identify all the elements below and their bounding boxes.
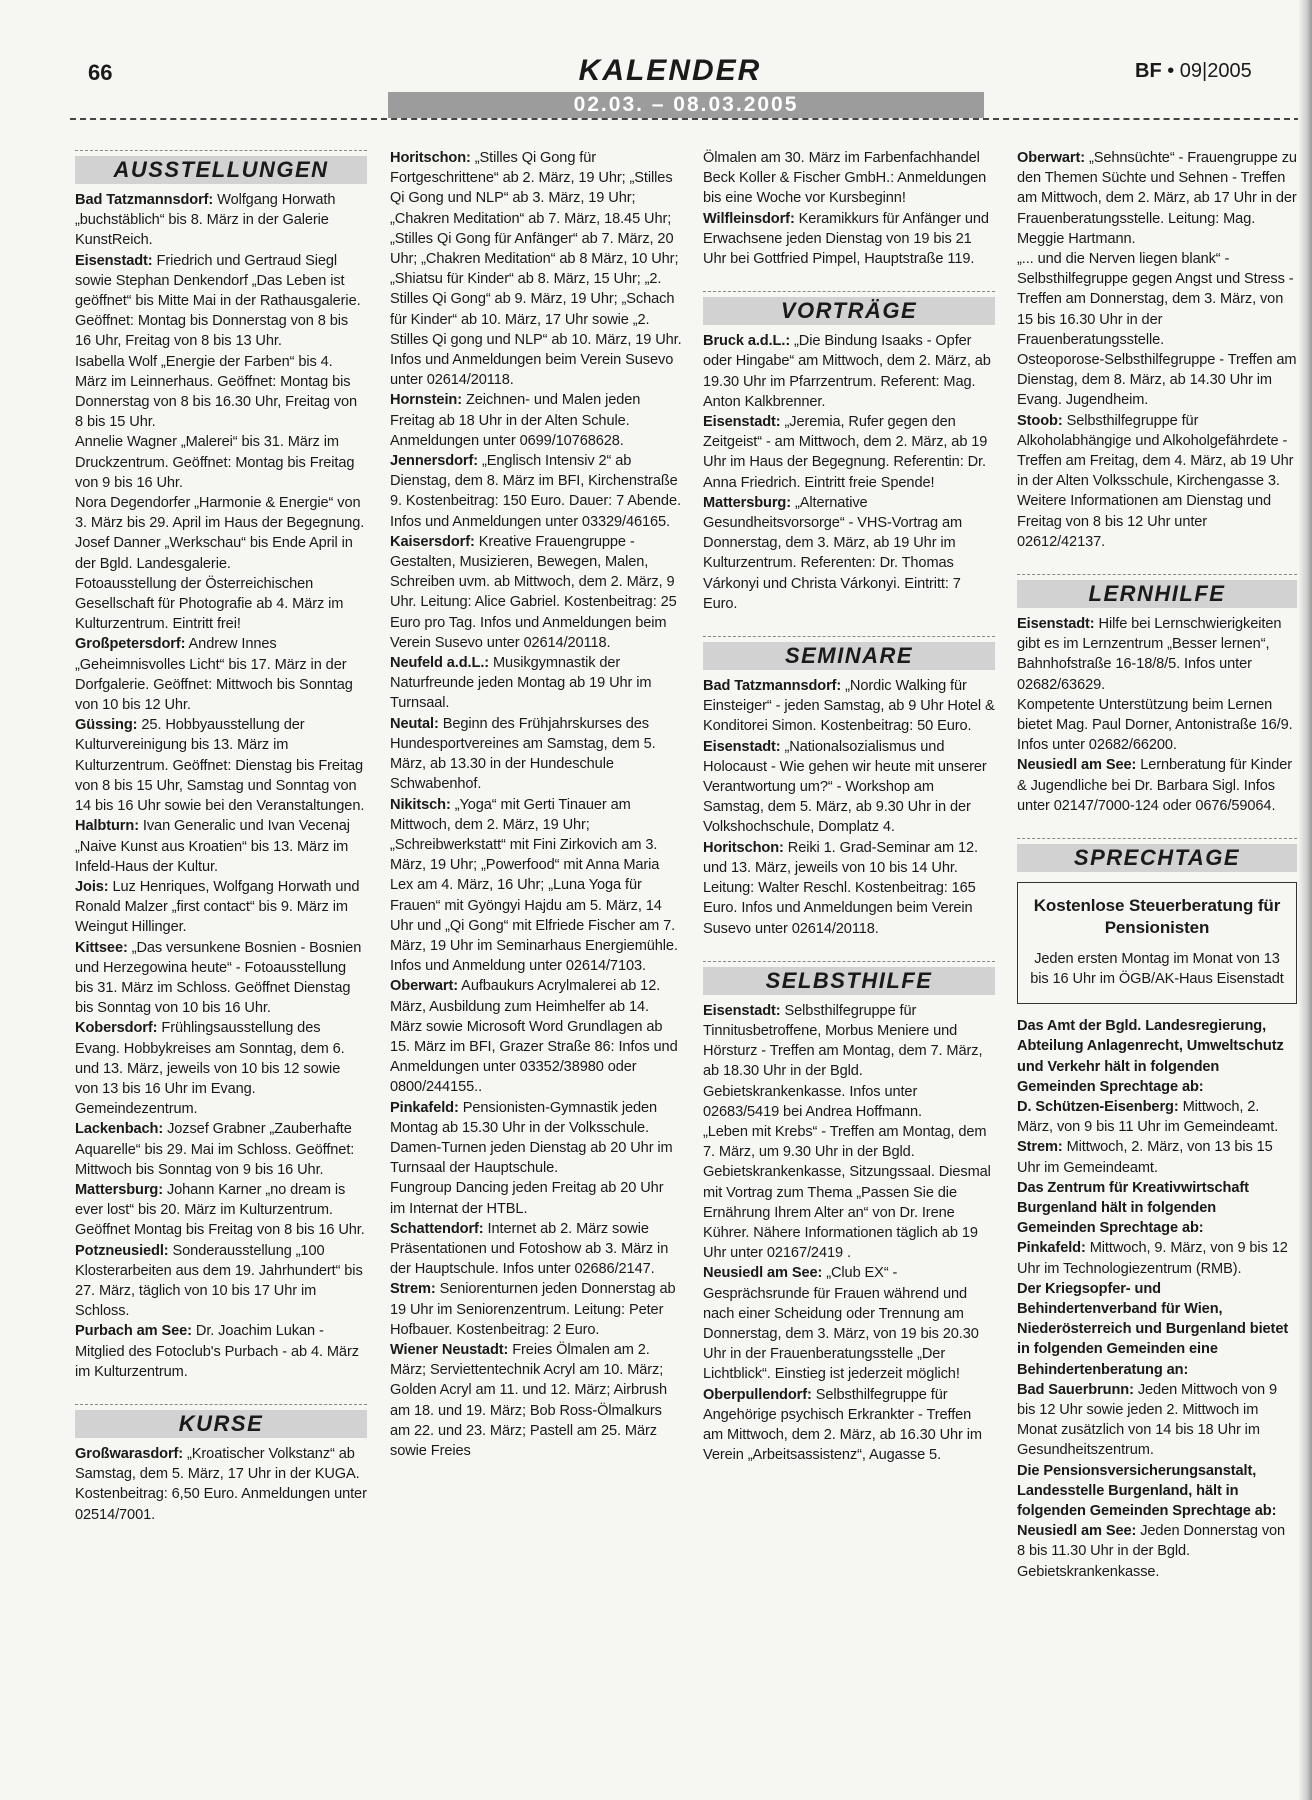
entry-place: Neusiedl am See: — [703, 1265, 823, 1282]
magazine-name: BF — [1135, 60, 1162, 82]
section-title: KALENDER — [578, 54, 762, 87]
entry-text: „Yoga“ mit Gerti Tinauer am Mittwoch, dem 2. März, 19 Uhr; „Schreibwerkstatt“ mit Fini Zirkovich am 3. März, 19 Uhr; „Powerfood“ mit Anna Maria Lex am 4. März, 16 Uhr; „Luna Yoga für Frauen“ mit Gyöngyi Hajdu am 5. März, 14 Uhr und „Qi Gong“ mit Elfriede Fischer am 7. März, 19 Uhr im Seminarhaus Energiemühle. Infos und Anmeldung unter 02614/7103. — [390, 796, 678, 975]
entry-place: Potzneusiedl: — [75, 1242, 169, 1259]
entry-place: Stoob: — [1017, 412, 1063, 429]
magazine-issue — [1135, 60, 1252, 83]
entry-place: Kaisersdorf: — [390, 533, 475, 550]
calendar-entry — [75, 574, 367, 635]
entry-text: Osteoporose-Selbsthilfegruppe - Treffen am Dienstag, dem 8. März, ab 14.30 Uhr im Evang. Jugendheim. — [1017, 352, 1297, 409]
calendar-entry — [1017, 695, 1297, 756]
entry-text: Josef Danner „Werkschau“ bis Ende April in der Bgld. Landesgalerie. — [75, 535, 353, 572]
calendar-entry — [1017, 755, 1297, 816]
calendar-entry — [390, 1340, 682, 1461]
entry-place: Strem: — [390, 1281, 436, 1298]
page-edge-shadow — [1298, 0, 1312, 1800]
calendar-entry — [703, 331, 995, 412]
entry-text: Kreative Frauengruppe - Gestalten, Musizieren, Bewegen, Malen, Schreiben uvm. ab Mittwoch, dem 2. März, 9 Uhr. Leitung: Alice Gabriel. Kostenbeitrag: 25 Euro pro Tag. Infos und Anmeldungen beim Verein Susevo unter 02614/20118. — [390, 533, 677, 651]
entry-place: Großpetersdorf: — [75, 636, 186, 653]
calendar-entry — [1017, 148, 1297, 249]
entry-place: Oberpullendorf: — [703, 1386, 812, 1403]
entry-place: Schattendorf: — [390, 1220, 484, 1237]
list-sprechtage-3 — [1017, 1380, 1297, 1461]
calendar-entry — [390, 976, 682, 1097]
entry-place: Großwarasdorf: — [75, 1445, 184, 1462]
entry-text: Freies Ölmalen am 2. März; Serviettentechnik Acryl am 10. März; Golden Acryl am 11. und 12. März; Airbrush am 18. und 19. März; Bob Ross-Ölmalkurs am 22. und 23. März; Pastell am 25. März sowie Freies — [390, 1341, 667, 1459]
entry-place: Mattersburg: — [75, 1181, 163, 1198]
entry-place: Jennersdorf: — [390, 453, 479, 470]
header-divider — [70, 118, 1300, 120]
entry-place: Eisenstadt: — [703, 738, 781, 755]
entry-place: Strem: — [1017, 1139, 1063, 1156]
entry-place: Eisenstadt: — [1017, 616, 1095, 633]
list-vortraege — [703, 331, 995, 614]
calendar-entry — [1017, 1238, 1297, 1278]
page-number: 66 — [88, 60, 113, 85]
calendar-entry — [75, 352, 367, 433]
calendar-entry — [75, 1321, 367, 1382]
calendar-entry — [703, 412, 995, 493]
heading-seminare: SEMINARE — [703, 634, 995, 670]
entry-text: Zeichnen- und Malen jeden Freitag ab 18 Uhr in der Alten Schule. Anmeldungen unter 0699/10768628. — [390, 392, 641, 449]
entry-place: Pinkafeld: — [390, 1099, 459, 1116]
calendar-entry — [390, 1178, 682, 1218]
calendar-entry — [75, 533, 367, 573]
entry-place: Oberwart: — [1017, 150, 1086, 166]
entry-place: Nikitsch: — [390, 796, 451, 813]
calendar-entry — [390, 795, 682, 977]
entry-text: Mittwoch, 2. März, von 13 bis 15 Uhr im Gemeindeamt. — [1017, 1139, 1273, 1176]
entry-text: Sonderausstellung „100 Klosterarbeiten aus dem 19. Jahrhundert“ bis 27. März, täglich von 10 bis 17 Uhr im Schloss. — [75, 1242, 363, 1320]
calendar-entry — [703, 1001, 995, 1122]
entry-place: Wilfleinsdorf: — [703, 210, 795, 227]
entry-text: Pensionisten-Gymnastik jeden Montag ab 15.30 Uhr in der Volksschule. — [390, 1099, 658, 1136]
entry-place: Horitschon: — [703, 839, 784, 856]
entry-text: Aufbaukurs Acrylmalerei ab 12. März, Ausbildung zum Heimhelfer ab 14. März sowie Microsoft Word Grundlagen ab 15. März im BFI, Grazer Straße 86: Infos und Anmeldungen unter 03352/38980 oder 0800/244155.. — [390, 978, 678, 1096]
entry-text: Johann Karner „no dream is ever lost“ bis 20. März im Kulturzentrum. Geöffnet Montag bis Freitag von 8 bis 16 Uhr. — [75, 1181, 365, 1239]
calendar-entry — [75, 493, 367, 533]
entry-text: Selbsthilfegruppe für Angehörige psychisch Erkrankter - Treffen am Mittwoch, dem 2. März, ab 16.30 Uhr im Verein „Arbeitsassistenz“, Augasse 5. — [703, 1386, 982, 1464]
list-sprechtage-2 — [1017, 1238, 1297, 1278]
heading-ausstellungen: AUSSTELLUNGEN — [75, 148, 367, 184]
entry-place: Eisenstadt: — [703, 1002, 781, 1019]
calendar-entry — [75, 816, 367, 877]
calendar-entry — [75, 634, 367, 715]
calendar-entry — [703, 148, 995, 209]
heading-lernhilfe: LERNHILFE — [1017, 572, 1297, 608]
entry-place: Pinkafeld: — [1017, 1240, 1086, 1257]
column-2 — [390, 148, 682, 1461]
entry-text: Ivan Generalic und Ivan Vecenaj „Naive Kunst aus Kroatien“ bis 13. März im Infeld-Haus der Kultur. — [75, 818, 350, 875]
calendar-entry — [703, 737, 995, 838]
calendar-entry — [703, 1122, 995, 1263]
entry-text: Fotoausstellung der Österreichischen Gesellschaft für Photografie ab 4. März im Kulturzentrum. Eintritt frei! — [75, 575, 344, 633]
entry-text: Selbsthilfegruppe für Tinnitusbetroffene, Morbus Meniere und Hörsturz - Treffen am Montag, dem 7. März, ab 18.30 Uhr in der Bgld. Gebietskrankenkasse. Infos unter 02683/5419 bei Andrea Hoffmann. — [703, 1002, 983, 1120]
entry-place: D. Schützen-Eisenberg: — [1017, 1098, 1179, 1115]
entry-place: Kittsee: — [75, 939, 128, 956]
calendar-entry — [703, 493, 995, 614]
entry-place: Horitschon: — [390, 150, 471, 166]
entry-place: Lackenbach: — [75, 1121, 164, 1138]
calendar-entry — [703, 838, 995, 939]
entry-place: Eisenstadt: — [703, 414, 781, 431]
entry-place: Eisenstadt: — [75, 252, 153, 269]
entry-text: Musikgymnastik der Naturfreunde jeden Montag ab 19 Uhr im Turnsaal. — [390, 655, 652, 712]
list-seminare — [703, 676, 995, 939]
entry-place: Hornstein: — [390, 392, 462, 409]
entry-place: Bad Tatzmannsdorf: — [703, 678, 842, 695]
column-1 — [75, 148, 367, 1525]
list-selbsthilfe-continued — [1017, 148, 1297, 552]
entry-text: „Nationalsozialismus und Holocaust - Wie gehen wir heute mit unserer Verantwortung um?“ - Workshop am Samstag, dem 5. März, ab 9.30 Uhr in der Volkshochschule, Domplatz 4. — [703, 738, 987, 836]
list-kurse — [75, 1444, 367, 1525]
calendar-entry — [703, 1385, 995, 1466]
entry-text: „Sehnsüchte“ - Frauengruppe zu den Themen Süchte und Sehnen - Treffen am Mittwoch, dem 2. März, ab 17 Uhr in der Frauenberatungsstelle. Leitung: Mag. Meggie Hartmann. — [1017, 150, 1297, 247]
entry-text: „Englisch Intensiv 2“ ab Dienstag, dem 8. März im BFI, Kirchenstraße 9. Kostenbeitrag: 150 Euro. Dauer: 7 Abende. Infos und Anmeldungen unter 03329/46165. — [390, 453, 681, 530]
entry-place: Wiener Neustadt: — [390, 1341, 509, 1358]
info-box-text: Jeden ersten Montag im Monat von 13 bis 16 Uhr im ÖGB/AK-Haus Eisenstadt — [1030, 951, 1284, 988]
calendar-entry — [390, 390, 682, 451]
entry-text: Andrew Innes „Geheimnisvolles Licht“ bis 17. März in der Dorfgalerie. Geöffnet: Mittwoch bis Sonntag von 10 bis 12 Uhr. — [75, 636, 353, 714]
entry-text: Damen-Turnen jeden Dienstag ab 20 Uhr im Turnsaal der Hauptschule. — [390, 1139, 673, 1177]
calendar-entry — [390, 653, 682, 714]
entry-text: „Club EX“ - Gesprächsrunde für Frauen während und nach einer Scheidung oder Trennung am Donnerstag, dem 3. März, von 19 bis 20.30 Uhr in der Frauenberatungsstelle „Der Lichtblick“. Einstieg ist jederzeit möglich! — [703, 1265, 979, 1383]
entry-text: Fungroup Dancing jeden Freitag ab 20 Uhr im Internat der HTBL. — [390, 1180, 664, 1217]
entry-place: Halbturn: — [75, 818, 139, 835]
calendar-entry — [75, 877, 367, 938]
sprechtage-intro-4: Die Pensionsversicherungsanstalt, Landesstelle Burgenland, hält in folgenden Gemeinden Sprechtage ab: — [1017, 1462, 1277, 1519]
sprechtage-intro-3: Der Kriegsopfer- und Behindertenverband für Wien, Niederösterreich und Burgenland bietet in folgenden Gemeinden eine Behindertenberatung an: — [1017, 1280, 1289, 1378]
entry-text: Ölmalen am 30. März im Farbenfachhandel Beck Koller & Fischer GmbH.: Anmeldungen bis eine Woche vor Kursbeginn! — [703, 150, 987, 207]
calendar-entry — [390, 1279, 682, 1340]
calendar-entry — [75, 1241, 367, 1322]
entry-text: Luz Henriques, Wolfgang Horwath und Ronald Malzer „first contact“ bis 9. März im Weingut Hillinger. — [75, 878, 360, 936]
entry-text: „Alternative Gesundheitsvorsorge“ - VHS-Vortrag am Donnerstag, dem 3. März, ab 19 Uhr im Kulturzentrum. Referenten: Dr. Thomas Várkonyi und Christa Várkonyi. Eintritt: 7 Euro. — [703, 494, 963, 612]
calendar-entry — [390, 714, 682, 795]
heading-vortraege: VORTRÄGE — [703, 289, 995, 325]
entry-place: Oberwart: — [390, 978, 459, 995]
entry-text: Frühlingsausstellung des Evang. Hobbykreises am Sonntag, dem 6. und 13. März, jeweils von 10 bis 12 sowie von 13 bis 16 Uhr im Evang. Gemeindezentrum. — [75, 1020, 345, 1118]
info-box-heading: Kostenlose Steuerberatung für Pensionisten — [1033, 896, 1281, 938]
calendar-entry — [1017, 411, 1297, 552]
entry-text: Mittwoch, 2. März, von 9 bis 11 Uhr im Gemeindeamt. — [1017, 1098, 1279, 1136]
calendar-entry — [390, 451, 682, 532]
calendar-entry — [703, 209, 995, 270]
calendar-entry — [390, 148, 682, 390]
calendar-entry — [1017, 1521, 1297, 1582]
entry-text: Friedrich und Gertraud Siegl sowie Stephan Denkendorf „Das Leben ist geöffnet“ bis Mitte Mai in der Rathausgalerie. Geöffnet: Montag bis Donnerstag von 8 bis 16 Uhr, Freitag von 8 bis 13 Uhr. — [75, 252, 361, 350]
entry-place: Güssing: — [75, 717, 138, 734]
entry-place: Neusiedl am See: — [1017, 1523, 1137, 1540]
calendar-entry — [390, 532, 682, 653]
info-box-steuerberatung — [1017, 882, 1297, 1004]
entry-text: Mittwoch, 9. März, von 9 bis 12 Uhr im Technologiezentrum (RMB). — [1017, 1240, 1288, 1277]
entry-place: Neutal: — [390, 715, 439, 732]
issue-number: • 09|2005 — [1167, 60, 1252, 82]
column-4 — [1017, 148, 1297, 1582]
calendar-entry — [75, 1018, 367, 1119]
list-sprechtage-1 — [1017, 1097, 1297, 1178]
entry-text: „Die Bindung Isaaks - Opfer oder Hingabe“ am Mittwoch, dem 2. März, ab 19.30 Uhr im Pfarrzentrum. Referent: Mag. Anton Kalkbrenner. — [703, 333, 991, 410]
calendar-entry — [1017, 249, 1297, 350]
entry-place: Jois: — [75, 878, 109, 895]
entry-text: Nora Degendorfer „Harmonie & Energie“ von 3. März bis 29. April im Haus der Begegnung. — [75, 495, 365, 532]
entry-place: Bad Sauerbrunn: — [1017, 1381, 1134, 1398]
calendar-entry — [75, 715, 367, 816]
entry-text: Jozsef Grabner „Zauberhafte Aquarelle“ bis 29. Mai im Schloss. Geöffnet: Mittwoch bis Sonntag von 9 bis 16 Uhr. — [75, 1121, 355, 1178]
entry-text: Keramikkurs für Anfänger und Erwachsene jeden Dienstag von 19 bis 21 Uhr bei Gottfried Pimpel, Hauptstraße 119. — [703, 210, 989, 268]
entry-text: „Jeremia, Rufer gegen den Zeitgeist“ - am Mittwoch, dem 2. März, ab 19 Uhr im Haus der Begegnung. Referentin: Dr. Anna Friedrich. Eintritt freie Spende! — [703, 414, 988, 491]
entry-text: „Leben mit Krebs“ - Treffen am Montag, dem 7. März, um 9.30 Uhr in der Bgld. Gebietskrankenkasse, Sitzungssaal. Diesmal mit Vortrag zum Thema „Passen Sie die Ernährung Ihrem Alter an“ von Dr. Irene Kührer. Nähere Informationen täglich ab 19 Uhr unter 02167/2419 . — [703, 1123, 991, 1262]
entry-place: Mattersburg: — [703, 494, 791, 511]
calendar-entry — [75, 190, 367, 251]
list-sprechtage-4 — [1017, 1521, 1297, 1582]
calendar-entry — [390, 1219, 682, 1280]
entry-text: Dr. Joachim Lukan - Mitglied des Fotoclub's Purbach - ab 4. März im Kulturzentrum. — [75, 1323, 359, 1380]
calendar-entry — [1017, 614, 1297, 695]
entry-text: Reiki 1. Grad-Seminar am 12. und 13. März, jeweils von 10 bis 14 Uhr. Leitung: Walter Reschl. Kostenbeitrag: 165 Euro. Infos und Anmeldungen beim Verein Susevo unter 02614/20118. — [703, 839, 978, 937]
list-selbsthilfe — [703, 1001, 995, 1466]
entry-text: Jeden Mittwoch von 9 bis 12 Uhr sowie jeden 2. Mittwoch im Monat zusätzlich von 14 bis 18 Uhr im Gesundheitszentrum. — [1017, 1381, 1277, 1459]
calendar-entry — [1017, 1380, 1297, 1461]
calendar-entry — [75, 432, 367, 493]
entry-text: Beginn des Frühjahrskurses des Hundesportvereines am Samstag, dem 5. März, ab 13.30 in der Hundeschule Schwabenhof. — [390, 715, 656, 793]
entry-text: „Nordic Walking für Einsteiger“ - jeden Samstag, ab 9 Uhr Hotel & Konditorei Simon. Kostenbeitrag: 50 Euro. — [703, 678, 995, 735]
entry-place: Purbach am See: — [75, 1323, 192, 1340]
entry-text: Lernberatung für Kinder & Jugendliche bei Dr. Barbara Sigl. Infos unter 02147/7000-124 oder 0676/59064. — [1017, 757, 1293, 814]
date-range: 02.03. – 08.03.2005 — [388, 92, 984, 118]
sprechtage-intro-1: Das Amt der Bgld. Landesregierung, Abteilung Anlagenrecht, Umweltschutz und Verkehr hält in folgenden Gemeinden Sprechtage ab: — [1017, 1018, 1284, 1095]
entry-text: Internet ab 2. März sowie Präsentationen und Fotoshow ab 3. März in der Hauptschule. Infos unter 02686/2147. — [390, 1220, 669, 1278]
list-ausstellungen — [75, 190, 367, 1382]
entry-text: Hilfe bei Lernschwierigkeiten gibt es im Lernzentrum „Besser lernen“, Bahnhofstraße 16-18/8/5. Infos unter 02682/63629. — [1017, 616, 1282, 693]
heading-kurse: KURSE — [75, 1402, 367, 1438]
column-3 — [703, 148, 995, 1465]
entry-text: „Stilles Qi Gong für Fortgeschrittene“ ab 2. März, 19 Uhr; „Stilles Qi Gong und NLP“ ab 3. März, 19 Uhr; „Chakren Meditation“ ab 7. März, 18.45 Uhr; „Stilles Qi Gong für Anfänger“ ab 7. März, 20 Uhr; „Chakren Meditation“ ab 8 März, 10 Uhr; „Shiatsu für Kinder“ ab 8. März, 15 Uhr; „2. Stilles Qi Gong“ ab 9. März, 19 Uhr; „Schach für Kinder“ ab 10. März, 17 Uhr sowie „2. Stilles Qi gong und NLP“ ab 10. März, 19 Uhr. Infos und Anmeldungen beim Verein Susevo unter 02614/20118. — [390, 150, 682, 389]
sprechtage-intro-2: Das Zentrum für Kreativwirtschaft Burgenland hält in folgenden Gemeinden Sprechtage ab: — [1017, 1179, 1249, 1237]
entry-text: Selbsthilfegruppe für Alkoholabhängige und Alkoholgefährdete - Treffen am Freitag, dem 4. März, ab 19 Uhr in der Alten Volksschule, Kirchengasse 3. Weitere Informationen am Dienstag und Freitag von 8 bis 12 Uhr unter 02612/42137. — [1017, 412, 1294, 550]
calendar-entry — [75, 1180, 367, 1241]
calendar-entry — [1017, 350, 1297, 411]
heading-selbsthilfe: SELBSTHILFE — [703, 959, 995, 995]
entry-place: Neusiedl am See: — [1017, 757, 1137, 774]
calendar-entry — [75, 1444, 367, 1525]
calendar-entry — [1017, 1097, 1297, 1137]
calendar-entry — [703, 676, 995, 737]
calendar-entry — [390, 1098, 682, 1138]
entry-text: „Kroatischer Volkstanz“ ab Samstag, dem 5. März, 17 Uhr in der KUGA. Kostenbeitrag: 6,50 Euro. Anmeldungen unter 02514/7001. — [75, 1445, 367, 1523]
entry-text: Kompetente Unterstützung beim Lernen bietet Mag. Paul Dorner, Antonistraße 16/9. Infos unter 02682/66200. — [1017, 696, 1293, 754]
calendar-entry — [703, 1263, 995, 1384]
list-lernhilfe — [1017, 614, 1297, 816]
entry-text: Jeden Donnerstag von 8 bis 11.30 Uhr in der Bgld. Gebietskrankenkasse. — [1017, 1523, 1286, 1580]
calendar-entry — [75, 938, 367, 1019]
entry-text: Isabella Wolf „Energie der Farben“ bis 4. März im Leinnerhaus. Geöffnet: Montag bis Donnerstag von 8 bis 16.30 Uhr, Freitag von 8 bis 15 Uhr. — [75, 353, 358, 431]
entry-text: 25. Hobbyausstellung der Kulturvereinigung bis 13. März im Kulturzentrum. Geöffnet: Dienstag bis Freitag von 8 bis 15 Uhr, Samstag und Sonntag von 14 bis 16 Uhr sowie bei den Veranstaltungen. — [75, 717, 365, 815]
calendar-entry — [1017, 1137, 1297, 1177]
entry-text: „... und die Nerven liegen blank“ - Selbsthilfegruppe gegen Angst und Stress - Treffen am Donnerstag, dem 3. März, von 15 bis 16.30 Uhr in der Frauenberatungsstelle. — [1017, 251, 1294, 348]
entry-text: Annelie Wagner „Malerei“ bis 31. März im Druckzentrum. Geöffnet: Montag bis Freitag von 9 bis 16 Uhr. — [75, 434, 355, 491]
entry-text: Wolfgang Horwath „buchstäblich“ bis 8. März in der Galerie KunstReich. — [75, 192, 336, 249]
list-kurse-continued — [390, 148, 682, 1461]
entry-place: Bruck a.d.L.: — [703, 333, 791, 350]
entry-text: „Das versunkene Bosnien - Bosnien und Herzegowina heute“ - Fotoausstellung bis 31. März im Schloss. Geöffnet Dienstag bis Sonntag von 10 bis 16 Uhr. — [75, 939, 362, 1017]
calendar-entry — [75, 251, 367, 352]
entry-place: Kobersdorf: — [75, 1020, 158, 1037]
heading-sprechtage: SPRECHTAGE — [1017, 836, 1297, 872]
entry-text: Seniorenturnen jeden Donnerstag ab 19 Uhr im Seniorenzentrum. Leitung: Peter Hofbauer. Kostenbeitrag: 2 Euro. — [390, 1281, 676, 1338]
list-kurse-end — [703, 148, 995, 269]
entry-place: Bad Tatzmannsdorf: — [75, 192, 214, 208]
calendar-entry — [390, 1138, 682, 1178]
entry-place: Neufeld a.d.L.: — [390, 655, 490, 672]
calendar-entry — [75, 1119, 367, 1180]
